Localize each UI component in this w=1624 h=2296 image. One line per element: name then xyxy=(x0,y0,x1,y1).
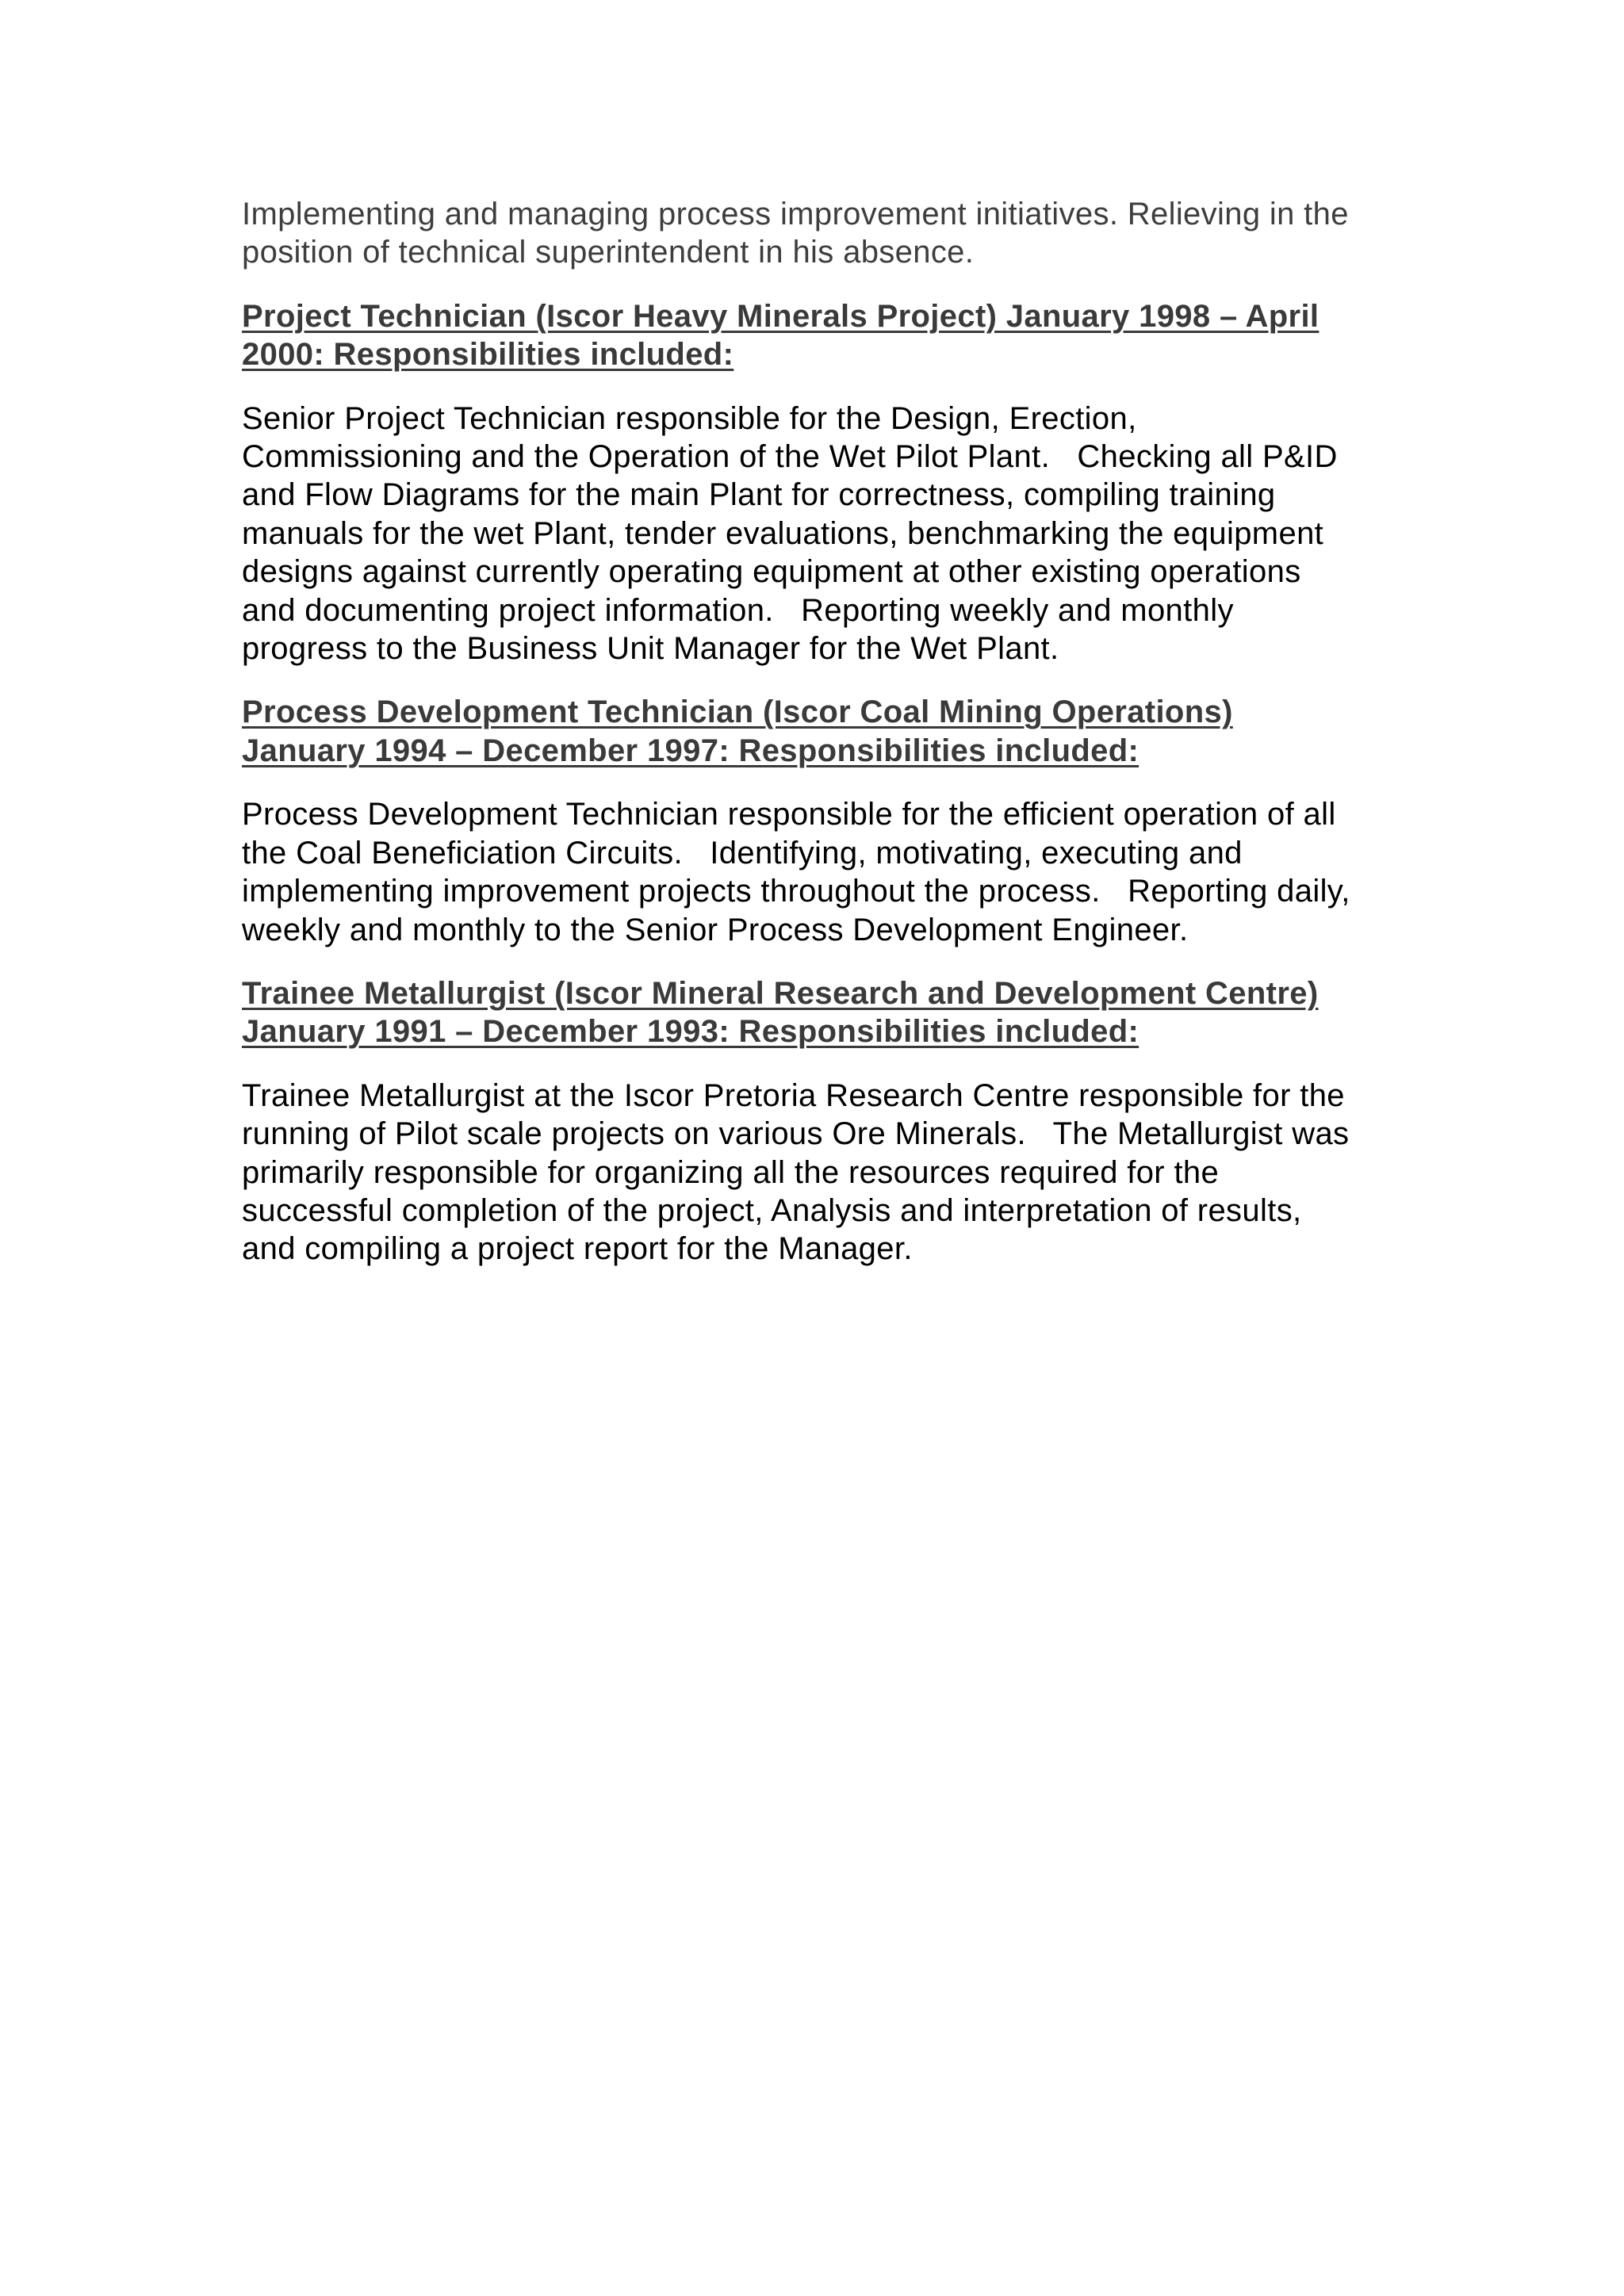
intro-paragraph xyxy=(242,195,1392,272)
section-project-technician-heading-block xyxy=(242,297,1392,374)
text-line: successful completion of the project, Analysis and interpretation of results, xyxy=(242,1192,1302,1228)
section-trainee-metallurgist-heading-block xyxy=(242,974,1392,1051)
section-heading xyxy=(242,693,1392,770)
text-line: progress to the Business Unit Manager for the Wet Plant. xyxy=(242,631,1059,667)
section-heading xyxy=(242,974,1392,1051)
text-line: the Coal Beneficiation Circuits. Identifying, motivating, executing and xyxy=(242,835,1243,871)
text-line: primarily responsible for organizing all the resources required for the xyxy=(242,1154,1220,1190)
text-line: and documenting project information. Reporting weekly and monthly xyxy=(242,592,1234,628)
text-line: Commissioning and the Operation of the Wet Pilot Plant. Checking all P&ID xyxy=(242,439,1338,475)
text-line: manuals for the wet Plant, tender evaluations, benchmarking the equipment xyxy=(242,515,1324,551)
section-heading xyxy=(242,297,1392,374)
section-body xyxy=(242,795,1392,949)
text-line: Process Development Technician responsible for the efficient operation of all xyxy=(242,797,1336,832)
section-body xyxy=(242,400,1392,668)
heading-line: Project Technician (Iscor Heavy Minerals Project) January 1998 – April xyxy=(242,298,1320,334)
text-line: running of Pilot scale projects on various Ore Minerals. The Metallurgist was xyxy=(242,1116,1350,1152)
intro-paragraph-block xyxy=(242,195,1392,272)
heading-line: January 1991 – December 1993: Responsibilities included: xyxy=(242,1014,1139,1050)
section-process-development-heading-block xyxy=(242,693,1392,770)
text-line: Implementing and managing process improvement initiatives. Relieving in the xyxy=(242,197,1349,232)
text-line: position of technical superintendent in his absence. xyxy=(242,235,975,270)
section-project-technician-body-block xyxy=(242,400,1392,668)
text-line: Trainee Metallurgist at the Iscor Pretoria Research Centre responsible for the xyxy=(242,1077,1345,1113)
section-body xyxy=(242,1077,1392,1269)
document-page xyxy=(242,195,1392,1294)
heading-line: 2000: Responsibilities included: xyxy=(242,337,734,373)
text-line: implementing improvement projects throughout the process. Reporting daily, xyxy=(242,874,1350,909)
text-line: and compiling a project report for the Manager. xyxy=(242,1231,913,1267)
heading-line: Trainee Metallurgist (Iscor Mineral Research and Development Centre) xyxy=(242,975,1319,1011)
section-process-development-body-block xyxy=(242,795,1392,949)
text-line: Senior Project Technician responsible for the Design, Erection, xyxy=(242,400,1137,436)
text-line: and Flow Diagrams for the main Plant for correctness, compiling training xyxy=(242,477,1276,513)
section-trainee-metallurgist-body-block xyxy=(242,1077,1392,1269)
heading-line: January 1994 – December 1997: Responsibilities included: xyxy=(242,733,1139,768)
heading-line: Process Development Technician (Iscor Coal Mining Operations) xyxy=(242,695,1233,730)
text-line: designs against currently operating equipment at other existing operations xyxy=(242,554,1301,590)
text-line: weekly and monthly to the Senior Process Development Engineer. xyxy=(242,912,1189,947)
